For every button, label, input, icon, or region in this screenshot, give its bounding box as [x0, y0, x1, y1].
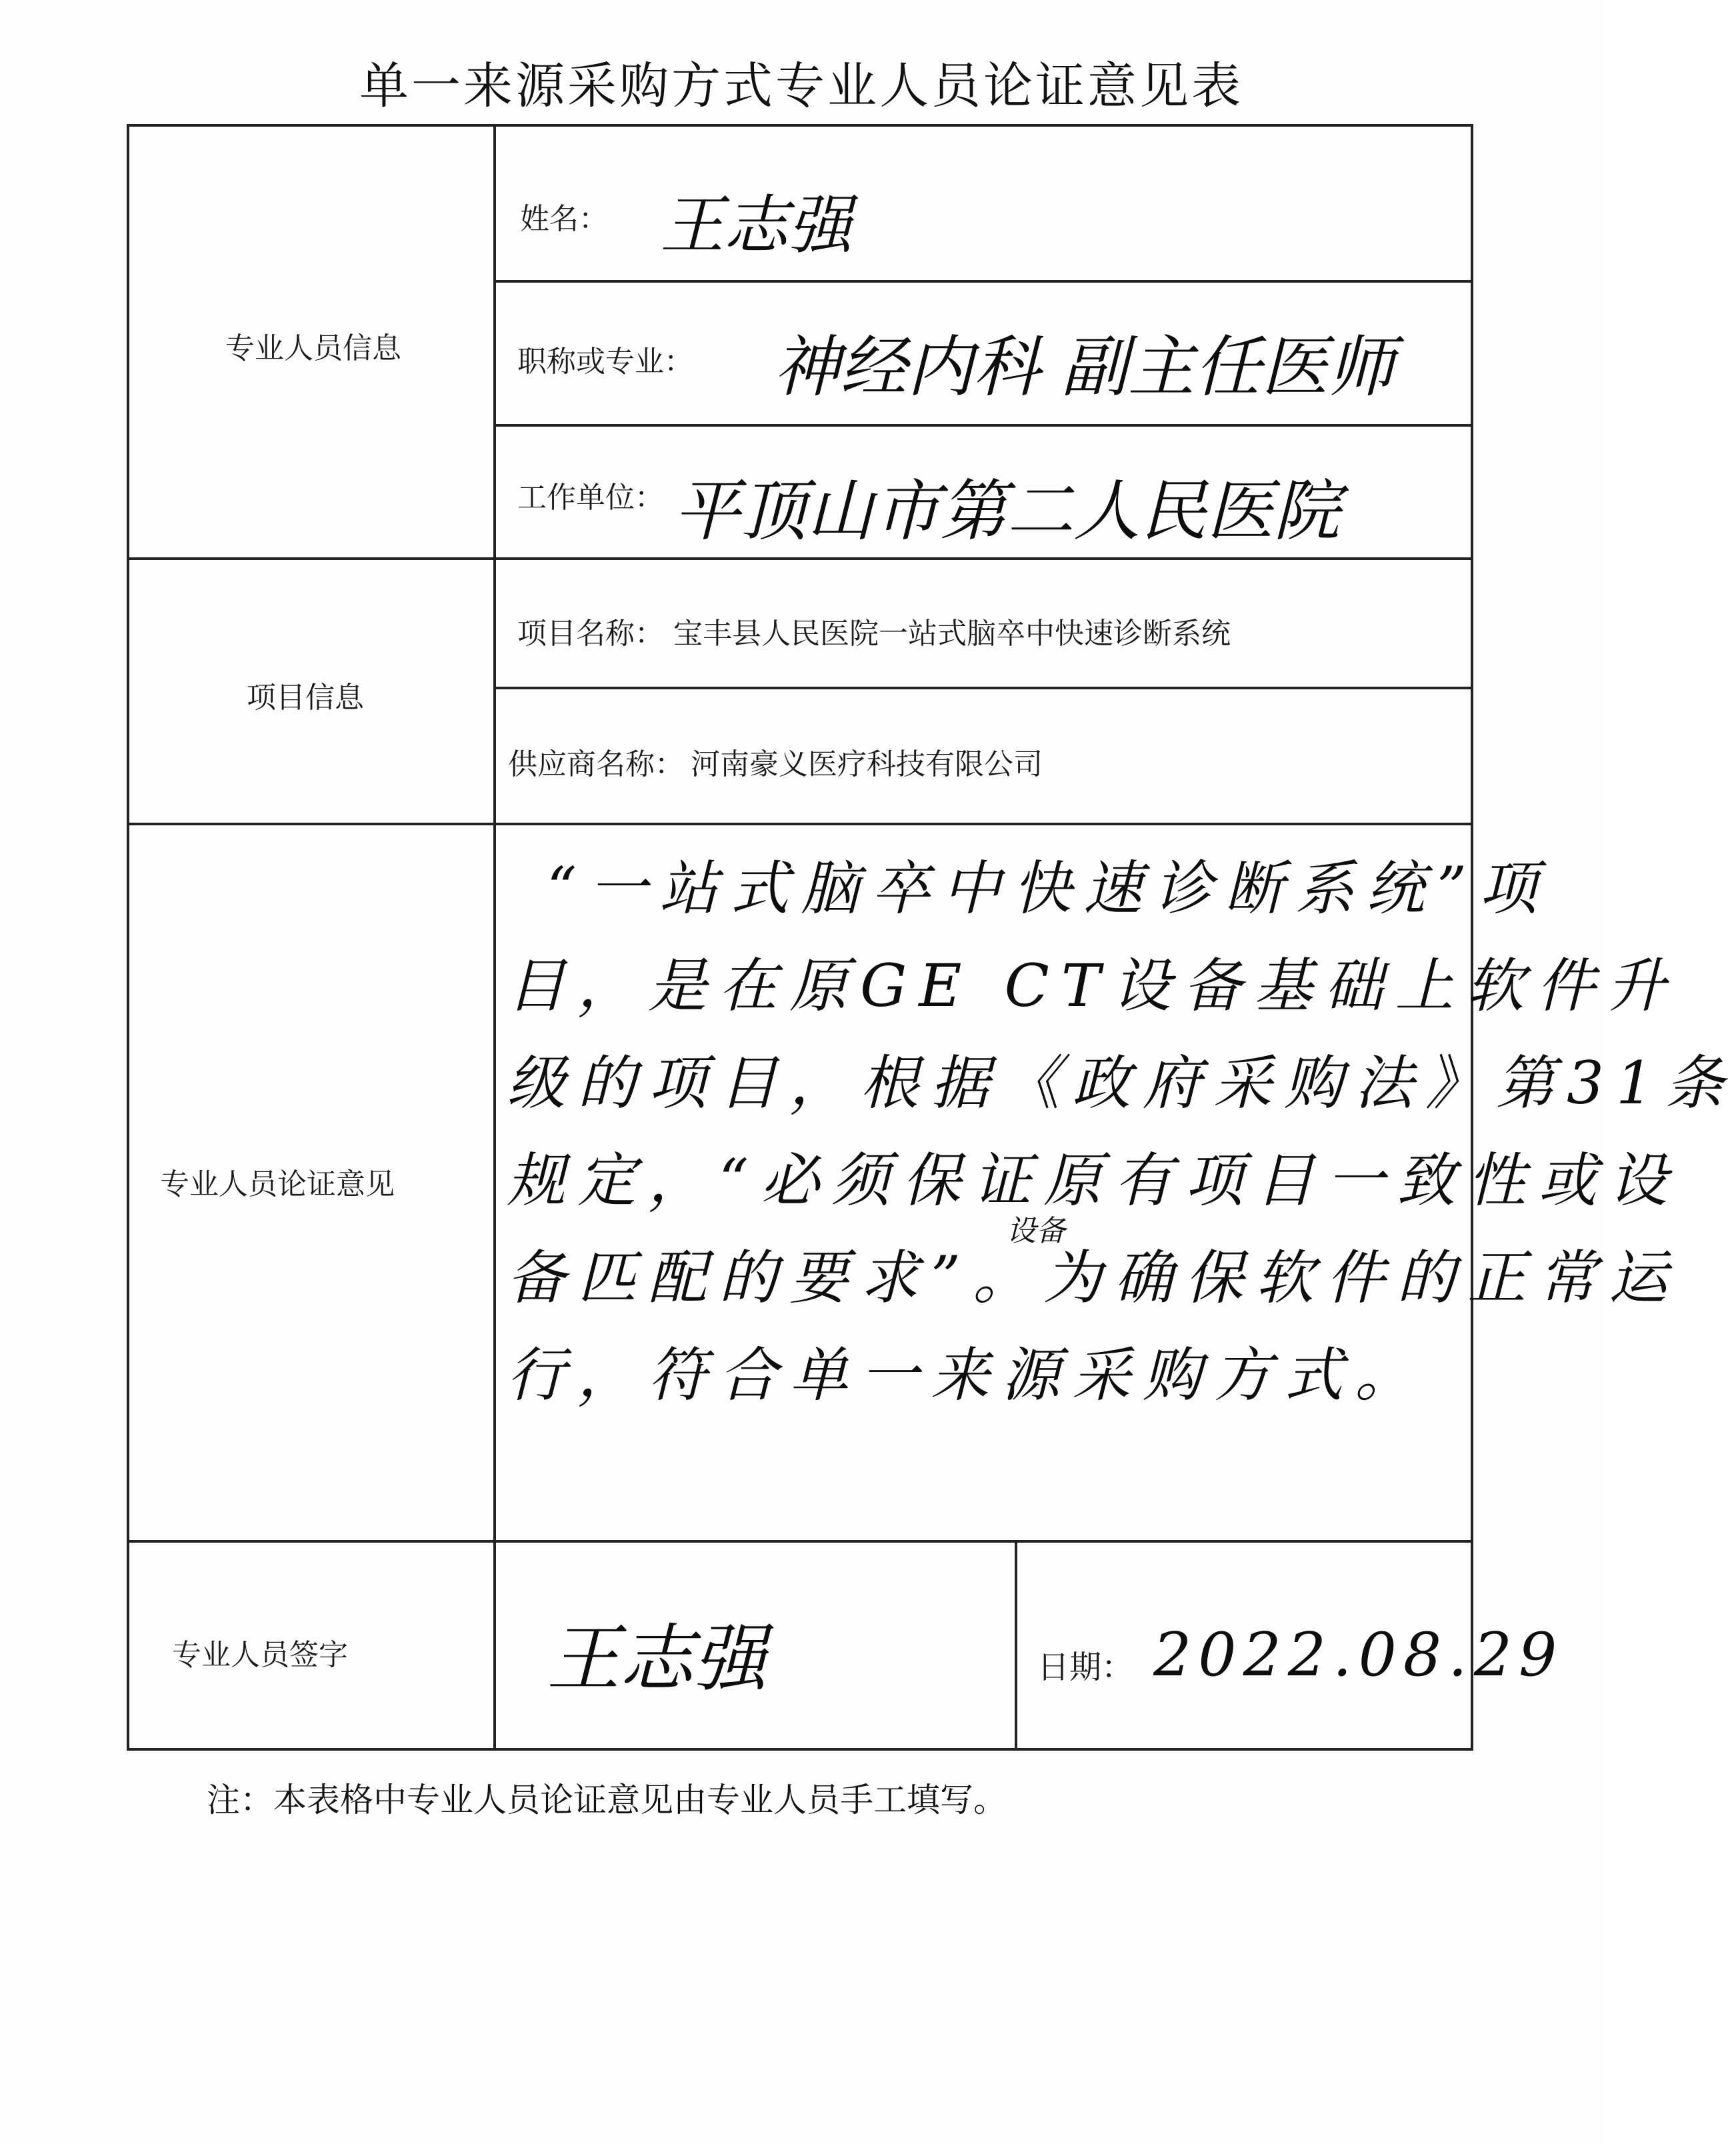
- date-label: 日期：: [1037, 1649, 1134, 1686]
- opinion-line: 规定，“必须保证原有项目一致性或设: [507, 1146, 1679, 1215]
- column-divider: [493, 124, 496, 1751]
- row-divider-title: [493, 424, 1473, 427]
- section-label-opinion: 专业人员论证意见: [160, 1167, 395, 1201]
- date-value: 2022.08.29: [1153, 1620, 1564, 1690]
- opinion-line: 目，是在原GE CT设备基础上软件升: [507, 951, 1678, 1020]
- page-title: 单一来源采购方式专业人员论证意见表: [359, 57, 1243, 115]
- project-name-value: 宝丰县人民医院一站式脑卒中快速诊断系统: [673, 617, 1231, 651]
- row-divider-name: [493, 280, 1473, 283]
- row-divider-section-project: [127, 823, 1473, 825]
- section-label-signature: 专业人员签字: [172, 1638, 348, 1672]
- row-divider-section-personnel: [127, 557, 1473, 560]
- project-name-label: 项目名称：: [517, 617, 664, 651]
- unit-value: 平顶山市第二人民医院: [673, 472, 1340, 550]
- title-label: 职称或专业：: [517, 345, 693, 379]
- opinion-line: 行，符合单一来源采购方式。: [507, 1341, 1426, 1409]
- name-label: 姓名：: [520, 202, 608, 236]
- opinion-line: “一站式脑卒中快速诊断系统”项: [547, 854, 1549, 923]
- title-value: 神经内科 副主任医师: [773, 328, 1395, 406]
- opinion-line: 备匹配的要求”。为确保软件的正常运: [507, 1243, 1679, 1312]
- footnote: 注：本表格中专业人员论证意见由专业人员手工填写。: [207, 1781, 1007, 1819]
- signature-date-divider: [1015, 1540, 1017, 1751]
- row-divider-section-opinion: [127, 1540, 1473, 1543]
- opinion-line: 级的项目，根据《政府采购法》第31条: [507, 1049, 1736, 1117]
- opinion-text: [507, 840, 1736, 1424]
- row-divider-project: [493, 687, 1473, 689]
- supplier-label: 供应商名称：: [508, 747, 684, 781]
- name-value: 王志强: [660, 188, 852, 263]
- section-label-project: 项目信息: [247, 681, 364, 715]
- opinion-insertion: 设备: [1007, 1214, 1065, 1248]
- supplier-value: 河南豪义医疗科技有限公司: [691, 747, 1043, 781]
- unit-label: 工作单位：: [517, 481, 664, 515]
- section-label-personnel: 专业人员信息: [225, 331, 401, 365]
- signature: 王志强: [547, 1616, 767, 1701]
